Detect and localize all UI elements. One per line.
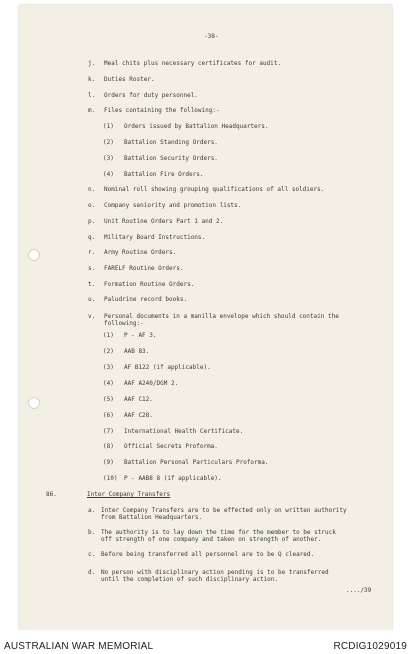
list-subitem-text: International Health Certificate. xyxy=(124,428,244,435)
punch-hole xyxy=(28,397,40,409)
footer-record-id: RCDIG1029019 xyxy=(333,641,407,652)
punch-hole xyxy=(28,249,40,261)
list-subitem-label: (6) xyxy=(103,412,114,419)
list-subitem-text: P - AF 3. xyxy=(124,332,157,339)
list-subitem-label: (2) xyxy=(103,348,114,355)
list-subitem-text: Battalion Personal Particulars Proforma. xyxy=(124,459,269,466)
list-item-label: n. xyxy=(88,186,96,193)
section-paragraph-line-text: until the completion of such disciplinary action. xyxy=(101,576,279,583)
list-item-text: Paludrine record books. xyxy=(104,296,188,303)
list-subitem-text: Official Secrets Proforma. xyxy=(124,443,218,450)
list-subitem-label: (9) xyxy=(103,459,114,466)
list-item-text: Orders for duty personnel. xyxy=(104,92,198,99)
list-item-label: l. xyxy=(88,92,96,99)
list-item-label: p. xyxy=(88,218,96,225)
list-subitem-label: (4) xyxy=(103,171,114,178)
list-item-text: Formation Routine Orders. xyxy=(104,281,195,288)
list-item-continuation-text: following:- xyxy=(104,320,144,327)
section-paragraph-line-text: Before being transferred all personnel are to be Q cleared. xyxy=(101,551,315,558)
list-item-text: Military Board Instructions. xyxy=(104,234,206,241)
list-item-text: Meal chits plus necessary certificates for audit. xyxy=(104,60,282,67)
list-item-text: Duties Roster. xyxy=(104,76,155,83)
section-paragraph-line-text: Inter Company Transfers are to be effected only on written authority xyxy=(101,507,347,514)
list-subitem-label: (2) xyxy=(103,139,114,146)
section-paragraph-line-text: The authority is to lay down the time for the member to be struck xyxy=(101,529,336,536)
list-item-label: t. xyxy=(88,281,96,288)
list-subitem-text: Battalion Fire Orders. xyxy=(124,171,204,178)
list-subitem-label: (7) xyxy=(103,428,114,435)
list-item-text: Company seniority and promotion lists. xyxy=(104,202,242,209)
list-subitem-label: (4) xyxy=(103,380,114,387)
section-paragraph-line-text: No person with disciplinary action pending is to be transferred xyxy=(101,569,329,576)
list-subitem-label: (3) xyxy=(103,155,114,162)
list-item-text: Unit Routine Orders Part 1 and 2. xyxy=(104,218,224,225)
list-item-label: j. xyxy=(88,60,96,67)
list-subitem-text: AF B122 (if applicable). xyxy=(124,364,211,371)
section-paragraph-line-text: off strength of one company and taken on strength of another. xyxy=(101,536,322,543)
section-paragraph-line-label: c. xyxy=(88,551,96,558)
list-subitem-text: P - AAB8 8 (if applicable). xyxy=(124,475,222,482)
list-item-label: q. xyxy=(88,234,96,241)
list-subitem-label: (1) xyxy=(103,332,114,339)
list-item-label: r. xyxy=(88,249,96,256)
list-subitem-label: (8) xyxy=(103,443,114,450)
archive-footer xyxy=(0,630,411,654)
list-subitem-text: AAB 83. xyxy=(124,348,150,355)
section-paragraph-line-text: from Battalion Headquarters. xyxy=(101,514,203,521)
section-paragraph-line-label: d. xyxy=(88,569,96,576)
list-subitem-label: (5) xyxy=(103,396,114,403)
list-subitem-text: Battalion Security Orders. xyxy=(124,155,218,162)
list-item-label: v. xyxy=(88,313,96,320)
list-subitem-text: AAF C12. xyxy=(124,396,153,403)
list-item-text: Files containing the following:- xyxy=(104,107,220,114)
section-paragraph-line-label: a. xyxy=(88,507,96,514)
list-item-text: Army Routine Orders. xyxy=(104,249,177,256)
list-item-text: FARELF Routine Orders. xyxy=(104,265,184,272)
document-page xyxy=(19,5,392,630)
list-item-text: Nominal roll showing grouping qualifications of all soldiers. xyxy=(104,186,325,193)
list-item-label: s. xyxy=(88,265,96,272)
list-subitem-label: (1) xyxy=(103,123,114,130)
section-heading-label: 86. xyxy=(46,491,57,498)
list-item-label: m. xyxy=(88,107,96,114)
list-subitem-text: AAF C28. xyxy=(124,412,153,419)
list-subitem-label: (3) xyxy=(103,364,114,371)
list-subitem-text: AAF A240/DGM 2. xyxy=(124,380,179,387)
section-paragraph-line-label: b. xyxy=(88,529,96,536)
footer-institution: AUSTRALIAN WAR MEMORIAL xyxy=(4,641,154,652)
continuation-marker: ..../39 xyxy=(346,587,372,594)
list-item-label: o. xyxy=(88,202,96,209)
list-subitem-text: Orders issued by Battalion Headquarters. xyxy=(124,123,269,130)
section-heading-text: Inter Company Transfers xyxy=(87,491,171,498)
list-item-text: Personal documents in a manilla envelope which should contain the xyxy=(104,313,339,320)
page-number: -38- xyxy=(204,33,219,40)
list-item-label: k. xyxy=(88,76,96,83)
list-subitem-label: (10) xyxy=(103,475,118,482)
list-subitem-text: Battalion Standing Orders. xyxy=(124,139,218,146)
list-item-label: u. xyxy=(88,296,96,303)
